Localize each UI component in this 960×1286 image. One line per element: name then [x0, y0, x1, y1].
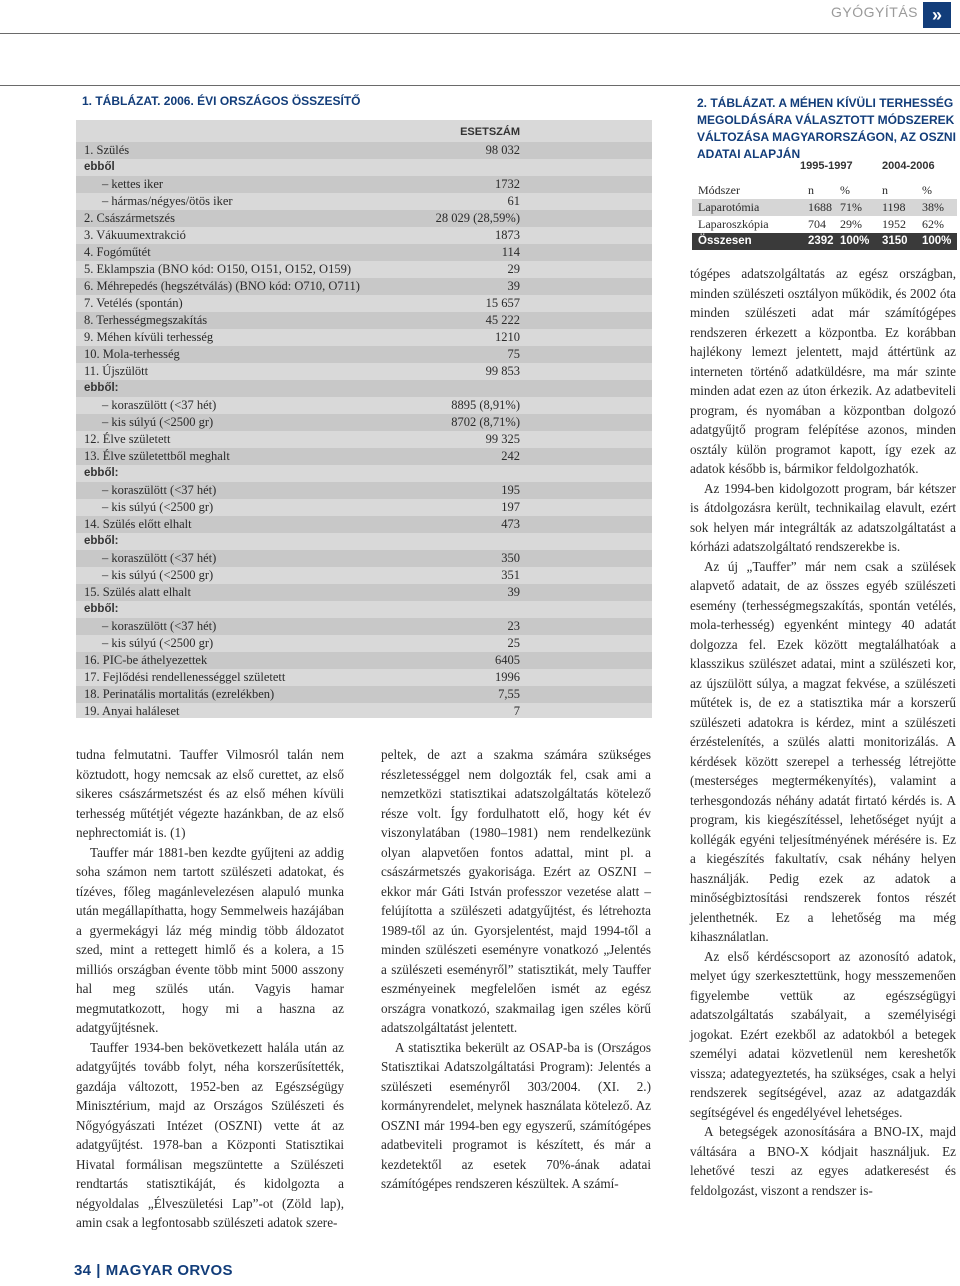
table1-row: [76, 703, 652, 720]
table2-cell: 3150: [882, 235, 908, 247]
paragraph: Az 1994-ben kidolgozott program, bár kétszer is átdolgozásra került, technikailag elavult, ezért sok helyen már integrálták az adatszolgáltatást a kórházi adatszolgáltató rendszerekbe is.: [690, 480, 956, 554]
table1-row: [76, 567, 652, 584]
table1-row-label: ebből:: [84, 382, 119, 394]
table1-row: [76, 278, 652, 295]
table1-row-label: 16. PIC-be áthelyezettek: [84, 653, 208, 667]
paragraph: peltek, de azt a szakma számára szükséges részletességgel nem dolgozták fel, csak ami a nemzetközi statisztikai adatszolgáltatás kötelező része volt. Így fordulhatott elő, hogy két év viszonylatában (1980–1981) nem rendelkezünk olyan alapvetően fontos adattal, mint pl. a császármetszés gyakorisága. Ezért az OSZNI – ekkor már Gáti István professzor vezetése alatt – felújította a szülészeti adatgyűjtést, és létrehozta 1989-től az ún. Gyorsjelentést, majd 1994-től a minden szülészeti eseményre vonatkozó „Jelentés a szülészeti eseményről” statisztikát, mely Tauffer eszményeinek megfelelően ismét az egész országra vonatkozó, szakmailag igen széles körű adatszolgáltatást jelentett.: [381, 747, 651, 1035]
table1-row: [76, 652, 652, 669]
table2-cell: 1198: [882, 200, 906, 214]
table1-row: [76, 210, 652, 227]
table1-row: [76, 397, 652, 414]
paragraph: Az új „Tauffer” már nem csak a szülések alapvető adatait, de az összes egyéb szülészeti esemény (terhességmegszakítás, spontán vetélés, mola-terhesség) egyenként mintegy 40 adatát dolgozza fel. Ezek között megtalálhatóak a klasszikus szülészet adatai, mint a szülészeti kor, az újszülött súlya, a magzat fekvése, a szülészeti műtétek is, de ez a statisztika már a korszerű szülészeti adatokra is kérdez, mint a szülészeti érzéstelenítés, a szülés alatti monitorizálás. A kérdések között szerepel a terhesség létrejötte (mesterséges megtermékenyítés), valamint a terhesgondozás néhány adatát firtató kérdés is. A program, kis kiegészítéssel, lehetőséget nyújt a kollégák egyéni teljesítményének mérésére is. Ez a kiegészítés fakultatív, csak néhány helyen használják. Pedig ezek az adatok a minőségbiztosítási rendszerek fontos részét jelenthetnék. Ez a lehetőség ma még kihasználatlan.: [690, 558, 956, 944]
table1-row-value: 7,55: [498, 687, 520, 701]
paragraph: Tauffer 1934-ben bekövetkezett halála után az adatgyűjtés tovább folyt, néha korszerűsítették, gazdája változott, 1952-ben az Egészségügy Minisztérium, majd az Országos Szülészeti és Nőgyógyászati Intézet (OSZNI) vette át az adatgyűjtést. 1978-ban a Központi Statisztikai Hivatal formálisan megszüntette a Szülészeti rendtartás statisztikáját, és kidolgozta a négyoldalas „Élveszületési Lap”-ot (Zöld lap), amin csak a legfontosabb szülészeti adatok szere-: [76, 1039, 344, 1230]
table1-row-label: 12. Élve született: [84, 432, 171, 446]
table2-cell: 100%: [922, 235, 952, 247]
table1-row: [76, 669, 652, 686]
section-arrow-icon: »: [923, 2, 951, 28]
table1-title: 1. TÁBLÁZAT. 2006. ÉVI ORSZÁGOS ÖSSZESÍTŐ: [82, 94, 361, 108]
table2-period1: 1995-1997: [800, 160, 853, 172]
table1-row-label: – kis súlyú (<2500 gr): [102, 415, 214, 429]
table1-row-label: – hármas/négyes/ötös iker: [102, 194, 233, 208]
table1-row-value: 75: [507, 347, 520, 361]
section-title: GYÓGYÍTÁS: [831, 4, 918, 20]
table2-cell: 29%: [840, 217, 862, 231]
page-number: 34: [74, 1262, 92, 1279]
text-column-2: [381, 745, 651, 1194]
table1-row-value: 1996: [495, 670, 520, 684]
table1-row-value: 39: [507, 585, 520, 599]
table2-cell: n: [882, 183, 888, 197]
table2-cell: 62%: [922, 217, 944, 231]
table1-row: [76, 193, 652, 210]
paragraph: A statisztika bekerült az OSAP-ba is (Országos Statisztikai Adatszolgáltatási Program): Jelentés a szülészeti eseményről 303/2004. (XI. 2.) kormányrendelet, melynek használata kötelező. Az OSZNI már 1994-ben egy egyszerű, számítógépes adatbeviteli programot is készített, és már a kezdetektől az esetek 70%-ának adatai számítógépes rendszeren készültek. A számí-: [381, 1039, 651, 1191]
page-footer: [74, 1262, 233, 1279]
table1-row: [76, 635, 652, 652]
table1-row: [76, 159, 652, 176]
table1-row-label: ebből:: [84, 467, 119, 479]
table2-row: [692, 182, 957, 199]
table2-cell: 38%: [922, 200, 944, 214]
table1-row-value: 23: [507, 619, 520, 633]
table1-row-value: 25: [507, 636, 520, 650]
table1-row-value: 195: [501, 483, 520, 497]
table1-row: [76, 346, 652, 363]
table1-row-label: 8. Terhességmegszakítás: [84, 313, 208, 327]
table1-row: [76, 261, 652, 278]
table2-title: 2. TÁBLÁZAT. A MÉHEN KÍVÜLI TERHESSÉG MEGOLDÁSÁRA VÁLASZTOTT MÓDSZEREK VÁLTOZÁSA MAGYARORSZÁGON, AZ OSZNI ADATAI ALAPJÁN: [697, 96, 956, 161]
table1-row-value: 1873: [495, 228, 520, 242]
table1-row: [76, 533, 652, 550]
table2-cell: 100%: [840, 235, 870, 247]
table1-row-label: – koraszülött (<37 hét): [102, 483, 217, 497]
table1-row-value: 242: [501, 449, 520, 463]
table1-row-label: 14. Szülés előtt elhalt: [84, 517, 192, 531]
table1-row: [76, 380, 652, 397]
table1: [76, 120, 652, 718]
table1-row: [76, 601, 652, 618]
paragraph: tógépes adatszolgáltatás az egész országban, minden szülészeti osztályon működik, és 2002 óta minden szülészeti adat már számítógépes rendszeren érkezett a központba. Ez korábban hajlékony lemezt jelentett, majd áttértünk az interneten történő adatküldésre, ma már szinte minden adat ezen az úton érkezik. Az adatbeviteli program, és nyomában a központban dolgozó adatgyűjtő program felépítése azonos, minden osztály külön programot kapott, így ezek az adatok később is, bármikor feldolgozhatók.: [690, 266, 956, 476]
table1-row: [76, 329, 652, 346]
table1-row-value: 39: [507, 279, 520, 293]
table2-cell: 1688: [808, 200, 832, 214]
table1-row: [76, 448, 652, 465]
table1-row-label: 17. Fejlődési rendellenességgel született: [84, 670, 286, 684]
table2-cell: Módszer: [698, 183, 740, 197]
table2-period2: 2004-2006: [882, 160, 935, 172]
table1-row-label: 19. Anyai haláleset: [84, 704, 180, 718]
table1-row-label: – kis súlyú (<2500 gr): [102, 500, 214, 514]
table1-row-label: – kis súlyú (<2500 gr): [102, 568, 214, 582]
table1-row-value: 473: [501, 517, 520, 531]
table1-row-label: 18. Perinatális mortalitás (ezrelékben): [84, 687, 275, 701]
table1-row: [76, 142, 652, 159]
table2-cell: Laparoszkópia: [698, 217, 769, 231]
table2-row: [692, 199, 957, 216]
top-rule: [0, 85, 960, 86]
table1-row-label: ebből:: [84, 603, 119, 615]
table1-row: [76, 499, 652, 516]
table2-cell: 71%: [840, 200, 862, 214]
table1-row: [76, 618, 652, 635]
table2-row: [692, 216, 957, 233]
table1-row: [76, 584, 652, 601]
table1-row-label: 13. Élve születettből meghalt: [84, 449, 230, 463]
table2-cell: Összesen: [698, 235, 752, 247]
table1-row: [76, 550, 652, 567]
table1-row-value: 351: [501, 568, 520, 582]
table1-row-value: 1210: [495, 330, 520, 344]
table1-row-label: 5. Eklampszia (BNO kód: O150, O151, O152, O159): [84, 262, 351, 276]
journal-name: MAGYAR ORVOS: [105, 1262, 233, 1279]
table1-row: [76, 465, 652, 482]
table1-row-label: 11. Újszülött: [84, 364, 149, 378]
table1-row-value: 7: [513, 704, 520, 718]
table1-row-value: 350: [501, 551, 520, 565]
table1-row-value: 61: [507, 194, 520, 208]
table1-row-value: 98 032: [485, 143, 520, 157]
table2: [692, 160, 957, 250]
paragraph: Az első kérdéscsoport az azonosító adatok, melyet úgy szerkesztettünk, hogy messzemenően figyelembe vettük az egészségügyi adatszolgáltatás szabályait, a személyiségi jogokat. Ezért ezekből az adatokból a betegek személyi adatai közvetlenül nem kereshetők vissza; adategyeztetés, ha szükséges, csak a helyi rendszerek segítségével, azaz az adatgazdák segítségével és engedélyével lehetséges.: [690, 948, 956, 1120]
table2-cell: Laparotómia: [698, 200, 760, 214]
table1-row-label: 4. Fogóműtét: [84, 245, 151, 259]
table2-cell: 1952: [882, 217, 906, 231]
table2-cell: %: [840, 183, 850, 197]
text-column-3: [690, 264, 956, 1200]
table1-row: [76, 295, 652, 312]
table2-cell: 2392: [808, 235, 834, 247]
table1-row-value: 29: [507, 262, 520, 276]
table1-row: [76, 363, 652, 380]
table1-row-label: – koraszülött (<37 hét): [102, 398, 217, 412]
table1-row: [76, 176, 652, 193]
table1-row-value: 114: [501, 245, 520, 259]
paragraph: tudna felmutatni. Tauffer Vilmosról talán nem köztudott, hogy nemcsak az első curettet, az első sikeres császármetszést és az első méhen kívüli terhesség műtétjét végezte hazánkban, de az első nephrectomiát is. (1): [76, 747, 344, 840]
table1-row-label: – kis súlyú (<2500 gr): [102, 636, 214, 650]
table1-row-label: – koraszülött (<37 hét): [102, 619, 217, 633]
table1-row-label: 6. Méhrepedés (hegszétválás) (BNO kód: O710, O711): [84, 279, 360, 293]
table1-row: [76, 244, 652, 261]
table1-row-label: 15. Szülés alatt elhalt: [84, 585, 191, 599]
table1-row: [76, 482, 652, 499]
table1-row: [76, 312, 652, 329]
table2-row: [692, 233, 957, 250]
table1-row-label: 2. Császármetszés: [84, 211, 175, 225]
table1-row-label: – koraszülött (<37 hét): [102, 551, 217, 565]
table1-row-label: – kettes iker: [102, 177, 164, 191]
text-column-1: [76, 745, 344, 1233]
paragraph: A betegségek azonosítására a BNO-IX, majd váltására a BNO-X kódjait használjuk. Ez lehetővé teszi az egyes adatkeresést és feldolgozást, viszont a rendszer is-: [690, 1124, 956, 1198]
table1-row-label: 10. Mola-terhesség: [84, 347, 180, 361]
paragraph: Tauffer már 1881-ben kezdte gyűjteni az addig soha számon nem tartott szülészeti adatokat, és tízéves, főleg magánlevelezésen alapuló munka után megállapíthatta, hogy Semmelweis hazájában a gyermekágyi láz még mindig több áldozatot szed, mint a rettegett himlő és a kolera, a 15 milliós országban évente több mint 5000 asszony hal meg szülés után. Vagyis hamar megmutatkozott, hogy mi a haszna az adatgyűjtésnek.: [76, 844, 344, 1035]
table1-column-header: ESETSZÁM: [460, 126, 520, 138]
table2-cell: 704: [808, 217, 826, 231]
table1-row-value: 45 222: [485, 313, 520, 327]
table1-row: [76, 686, 652, 703]
table1-row-value: 6405: [495, 653, 520, 667]
table1-row-value: 8702 (8,71%): [451, 415, 520, 429]
table1-row-value: 197: [501, 500, 520, 514]
table1-row-label: ebből:: [84, 535, 119, 547]
table1-row: [76, 516, 652, 533]
table2-cell: n: [808, 183, 814, 197]
table1-row-label: 3. Vákuumextrakció: [84, 228, 186, 242]
table1-row-value: 8895 (8,91%): [451, 398, 520, 412]
table1-row-label: ebből: [84, 161, 115, 173]
table1-row-value: 1732: [495, 177, 520, 191]
table2-cell: %: [922, 183, 932, 197]
table1-row-value: 28 029 (28,59%): [435, 211, 520, 225]
table1-row-label: 7. Vetélés (spontán): [84, 296, 183, 310]
table1-row-label: 9. Méhen kívüli terhesség: [84, 330, 214, 344]
table1-row-value: 99 853: [485, 364, 520, 378]
footer-separator: |: [96, 1262, 101, 1279]
header-rule: [0, 33, 960, 34]
table1-row: [76, 227, 652, 244]
table1-row-value: 99 325: [485, 432, 520, 446]
table1-row: [76, 431, 652, 448]
table1-row: [76, 414, 652, 431]
table1-row-label: 1. Szülés: [84, 143, 130, 157]
table1-row-value: 15 657: [485, 296, 520, 310]
